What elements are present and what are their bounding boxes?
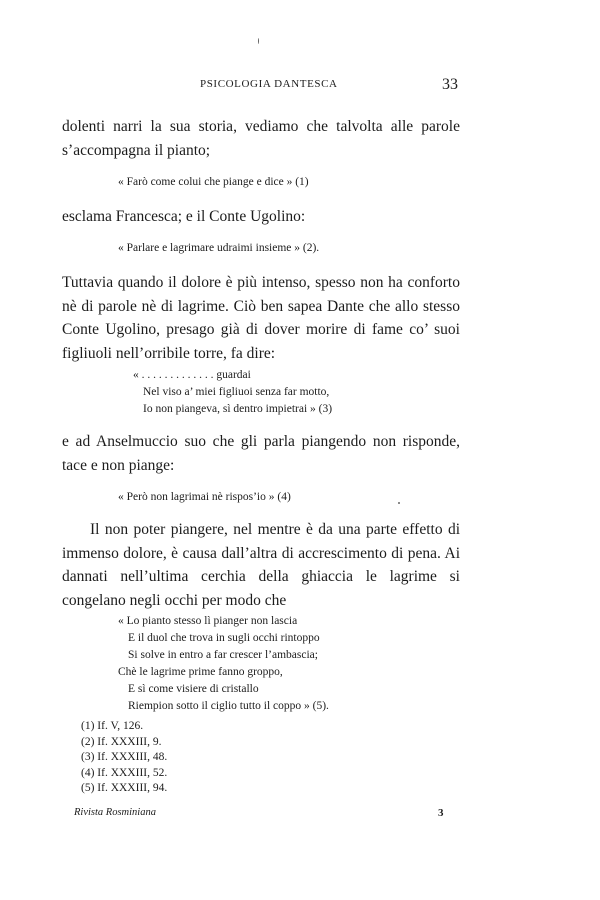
verse-line: E sì come visiere di cristallo xyxy=(128,683,259,695)
signature-mark: 3 xyxy=(438,807,444,819)
quote-4 xyxy=(118,489,291,506)
footnote: (1) If. V, 126. xyxy=(81,720,144,732)
ink-speck xyxy=(258,38,259,44)
footnote: (2) If. XXXIII, 9. xyxy=(81,735,162,748)
quote-1-line: « Farò come colui che piange e dice » (1) xyxy=(118,176,309,188)
verse-line: « Lo pianto stesso lì pianger non lascia xyxy=(118,615,298,627)
quote-4-line: « Però non lagrimai nè rispos’io » (4) xyxy=(118,491,291,503)
verse-line: Nel viso a’ miei figliuoi senza far motto, xyxy=(143,386,330,398)
quote-2-line: « Parlare e lagrimare udraimi insieme » (2). xyxy=(118,242,320,254)
quote-3 xyxy=(133,367,332,418)
paragraph-2: esclama Francesca; e il Conte Ugolino: xyxy=(62,208,306,225)
verse-line: « . . . . . . . . . . . . . guardai xyxy=(133,369,251,381)
page-number: 33 xyxy=(442,76,458,93)
quote-5 xyxy=(118,613,329,715)
footnotes xyxy=(81,719,167,797)
quote-1 xyxy=(118,174,309,191)
verse-line: Io non piangeva, sì dentro impietrai » (3) xyxy=(143,403,333,415)
journal-title: Rivista Rosminiana xyxy=(74,807,156,818)
quote-2 xyxy=(118,240,319,257)
verse-line: Chè le lagrime prime fanno groppo, xyxy=(118,666,283,678)
running-title: PSICOLOGIA DANTESCA xyxy=(200,78,338,90)
verse-line: Si solve in entro a far crescer l’ambascia; xyxy=(128,649,318,661)
ink-speck xyxy=(398,502,400,504)
footnote: (4) If. XXXIII, 52. xyxy=(81,766,168,779)
paragraph-4: e ad Anselmuccio suo che gli parla piangendo non risponde, tace e non piange: xyxy=(62,433,460,474)
page-header xyxy=(0,76,600,96)
footnote: (3) If. XXXIII, 48. xyxy=(81,751,168,763)
verse-line: Riempion sotto il ciglio tutto il coppo » (5). xyxy=(128,700,329,712)
paragraph-1: dolenti narri la sua storia, vediamo che talvolta alle parole s’accompagna il pianto; xyxy=(62,118,460,159)
footnote: (5) If. XXXIII, 94. xyxy=(81,782,168,794)
paragraph-3: Tuttavia quando il dolore è più intenso, spesso non ha conforto nè di parole nè di lagrime. Ciò ben sapea Dante che allo stesso Conte Ugolino, presago già di dover morire di fame co’ suoi figliuoli nell’orribile torre, fa dire: xyxy=(62,274,460,362)
paragraph-5: Il non poter piangere, nel mentre è da una parte effetto di immenso dolore, è causa dall’altra di accrescimento di pena. Ai dannati nell’ultima cerchia della ghiaccia le lagrime si congelano negli occhi per modo che xyxy=(62,521,460,609)
verse-line: E il duol che trova in sugli occhi rintoppo xyxy=(128,632,320,644)
